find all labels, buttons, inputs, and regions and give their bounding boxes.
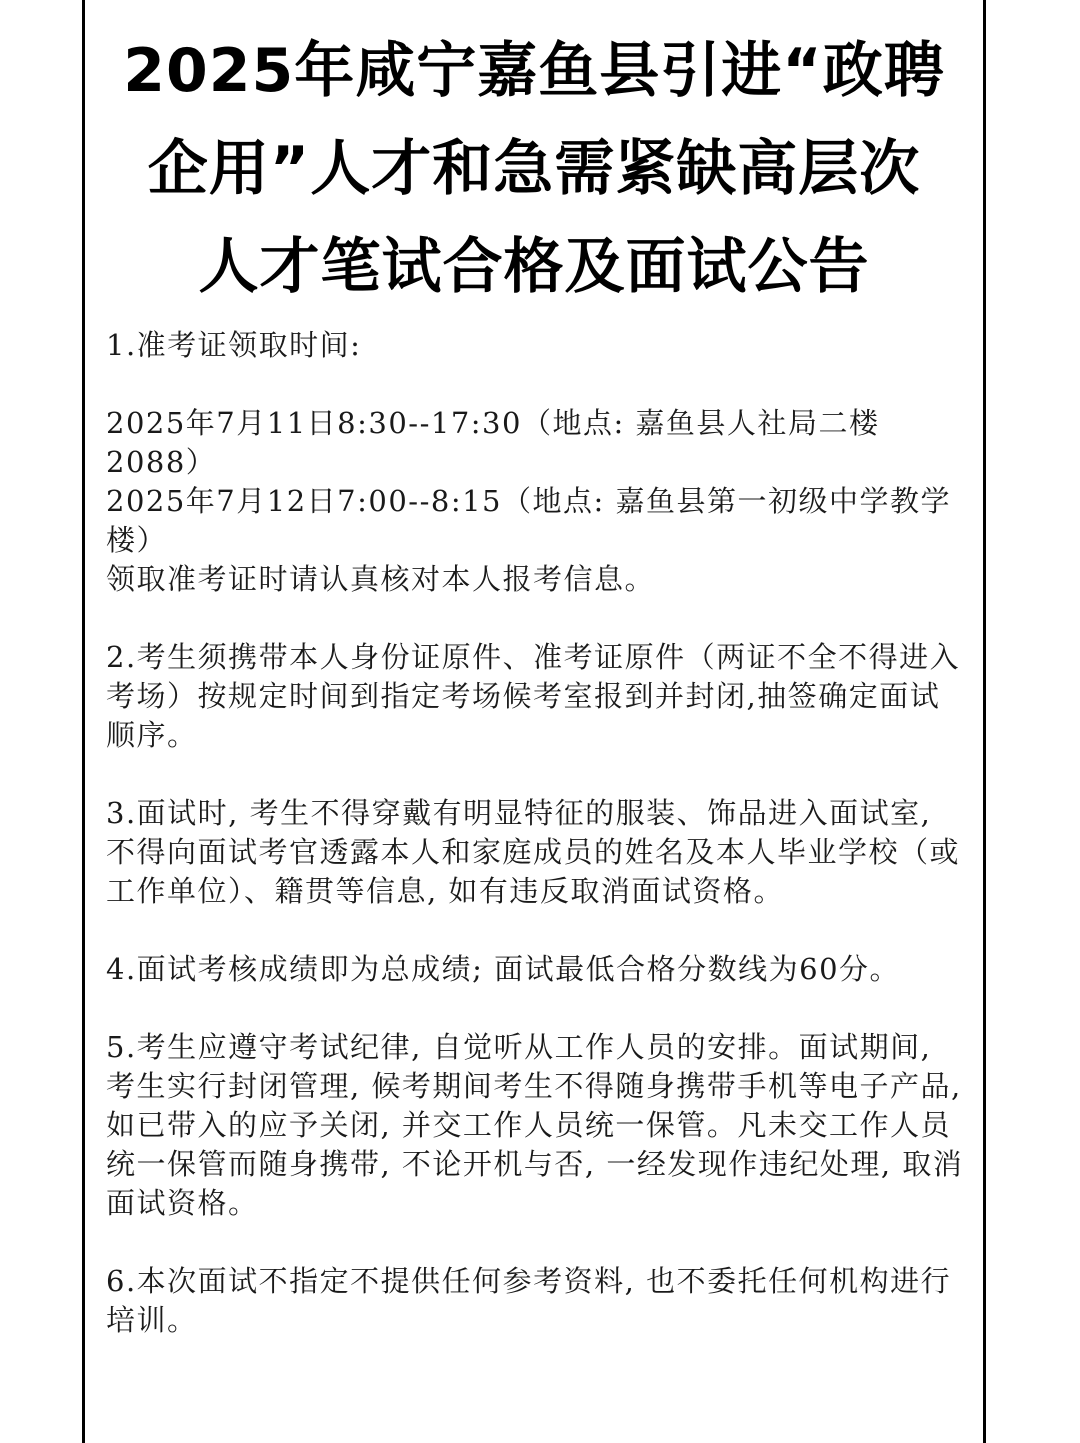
section-1-time-slot-2: 2025年7月12日7:00--8:15（地点: 嘉鱼县第一初级中学教学楼） <box>106 484 951 557</box>
announcement-body <box>106 326 966 1340</box>
paragraph-gap <box>106 365 966 404</box>
section-5-paragraph: 5.考生应遵守考试纪律, 自觉听从工作人员的安排。面试期间, 考生实行封闭管理, 候考期间考生不得随身携带手机等电子产品, 如已带入的应予关闭, 并交工作人员统一保管。凡未交工作人员统一保管而随身携带, 不论开机与否, 一经发现作违纪处理, 取消面试资格。 <box>106 1030 964 1220</box>
left-border-line <box>82 0 85 1443</box>
paragraph-gap <box>106 599 966 638</box>
section-4-paragraph: 4.面试考核成绩即为总成绩; 面试最低合格分数线为60分。 <box>106 952 901 986</box>
paragraph-gap <box>106 1223 966 1262</box>
title-line-2: 企用”人才和急需紧缺高层次 <box>147 134 921 204</box>
title-line-1: 2025年咸宁嘉鱼县引进“政聘 <box>123 36 945 106</box>
section-1-heading: 1.准考证领取时间: <box>106 328 362 362</box>
paragraph-gap <box>106 755 966 794</box>
section-2-paragraph: 2.考生须携带本人身份证原件、准考证原件（两证不全不得进入考场）按规定时间到指定考场候考室报到并封闭,抽签确定面试顺序。 <box>106 640 961 752</box>
section-1-note: 领取准考证时请认真核对本人报考信息。 <box>106 562 656 596</box>
section-1-time-slot-1: 2025年7月11日8:30--17:30（地点: 嘉鱼县人社局二楼2088） <box>106 406 880 479</box>
paragraph-gap <box>106 989 966 1028</box>
section-6-paragraph: 6.本次面试不指定不提供任何参考资料, 也不委托任何机构进行培训。 <box>106 1264 952 1337</box>
right-border-line <box>983 0 986 1443</box>
title-line-3: 人才笔试合格及面试公告 <box>198 232 870 302</box>
paragraph-gap <box>106 911 966 950</box>
announcement-title <box>86 22 982 316</box>
section-3-paragraph: 3.面试时, 考生不得穿戴有明显特征的服装、饰品进入面试室, 不得向面试考官透露本人和家庭成员的姓名及本人毕业学校（或工作单位）、籍贯等信息, 如有违反取消面试资格。 <box>106 796 961 908</box>
